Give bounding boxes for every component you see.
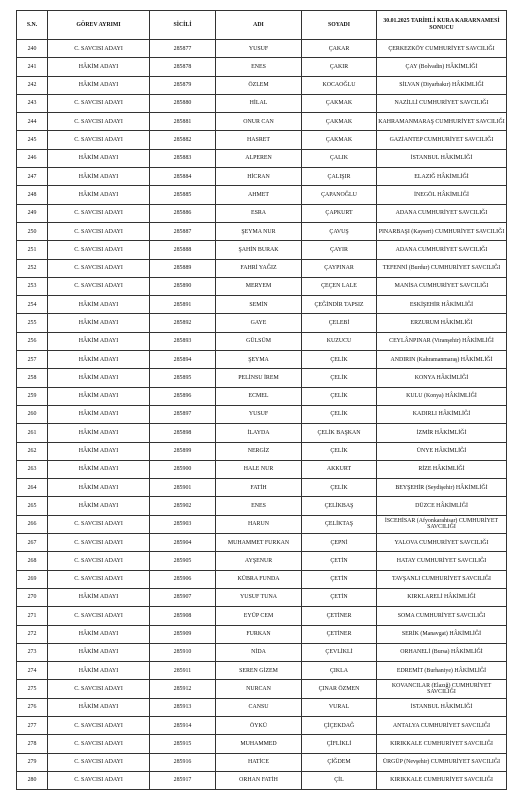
- cell-sicil: 285904: [150, 534, 216, 552]
- cell-sn: 270: [17, 588, 48, 606]
- cell-sicil: 285910: [150, 643, 216, 661]
- cell-soyadi: ÇELİK: [302, 369, 377, 387]
- table-row: [17, 424, 507, 442]
- cell-sicil: 285882: [150, 131, 216, 149]
- cell-sicil: 285878: [150, 58, 216, 76]
- cell-adi: ENES: [216, 58, 302, 76]
- cell-soyadi: KUZUCU: [302, 332, 377, 350]
- cell-soyadi: AKKURT: [302, 460, 377, 478]
- cell-adi: HASRET: [216, 131, 302, 149]
- cell-adi: NİDA: [216, 643, 302, 661]
- cell-gorev: HÂKİM ADAYI: [48, 351, 150, 369]
- cell-sicil: 285886: [150, 204, 216, 222]
- cell-soyadi: ÇİL: [302, 771, 377, 789]
- cell-sn: 279: [17, 753, 48, 771]
- table-row: [17, 149, 507, 167]
- cell-gorev: HÂKİM ADAYI: [48, 387, 150, 405]
- cell-sonuc: İSTANBUL HÂKİMLİĞİ: [377, 698, 507, 716]
- cell-adi: MERYEM: [216, 277, 302, 295]
- cell-soyadi: KOCAOĞLU: [302, 76, 377, 94]
- cell-sicil: 285903: [150, 515, 216, 533]
- cell-sn: 275: [17, 680, 48, 698]
- cell-adi: YUSUF: [216, 405, 302, 423]
- table-header-row: [17, 11, 507, 40]
- table-row: [17, 113, 507, 131]
- cell-adi: HİCRAN: [216, 168, 302, 186]
- cell-adi: ÖYKÜ: [216, 716, 302, 734]
- cell-soyadi: ÇALIK: [302, 149, 377, 167]
- cell-sn: 278: [17, 735, 48, 753]
- cell-sicil: 285912: [150, 680, 216, 698]
- cell-gorev: HÂKİM ADAYI: [48, 296, 150, 314]
- cell-sicil: 285907: [150, 588, 216, 606]
- cell-gorev: HÂKİM ADAYI: [48, 698, 150, 716]
- cell-sn: 276: [17, 698, 48, 716]
- cell-sn: 242: [17, 76, 48, 94]
- cell-sn: 258: [17, 369, 48, 387]
- cell-sicil: 285901: [150, 479, 216, 497]
- cell-sonuc: KADIRLI HÂKİMLİĞİ: [377, 405, 507, 423]
- cell-adi: MUHAMMED: [216, 735, 302, 753]
- cell-sicil: 285881: [150, 113, 216, 131]
- cell-adi: HALE NUR: [216, 460, 302, 478]
- cell-gorev: C. SAVCISI ADAYI: [48, 570, 150, 588]
- cell-sonuc: YALOVA CUMHURİYET SAVCILIĞI: [377, 534, 507, 552]
- cell-sn: 277: [17, 716, 48, 734]
- cell-sn: 244: [17, 113, 48, 131]
- cell-sonuc: İSTANBUL HÂKİMLİĞİ: [377, 149, 507, 167]
- cell-sonuc: PINARBAŞI (Kayseri) CUMHURİYET SAVCILIĞI: [377, 222, 507, 240]
- table-row: [17, 570, 507, 588]
- cell-sonuc: KULU (Konya) HÂKİMLİĞİ: [377, 387, 507, 405]
- cell-sicil: 285906: [150, 570, 216, 588]
- cell-sicil: 285905: [150, 552, 216, 570]
- cell-sn: 252: [17, 259, 48, 277]
- cell-adi: ORHAN FATİH: [216, 771, 302, 789]
- cell-sonuc: ADANA CUMHURİYET SAVCILIĞI: [377, 241, 507, 259]
- cell-sn: 257: [17, 351, 48, 369]
- cell-adi: CANSU: [216, 698, 302, 716]
- cell-sonuc: SOMA CUMHURİYET SAVCILIĞI: [377, 607, 507, 625]
- cell-sonuc: CEYLÂNPINAR (Viranşehir) HÂKİMLİĞİ: [377, 332, 507, 350]
- cell-sonuc: ANDIRIN (Kahramanmaraş) HÂKİMLİĞİ: [377, 351, 507, 369]
- cell-sn: 272: [17, 625, 48, 643]
- table-row: [17, 771, 507, 789]
- cell-sicil: 285891: [150, 296, 216, 314]
- cell-adi: AHMET: [216, 186, 302, 204]
- cell-adi: FATİH: [216, 479, 302, 497]
- cell-sicil: 285883: [150, 149, 216, 167]
- cell-gorev: HÂKİM ADAYI: [48, 168, 150, 186]
- cell-adi: SEMİN: [216, 296, 302, 314]
- cell-sn: 254: [17, 296, 48, 314]
- cell-soyadi: ÇELİK: [302, 479, 377, 497]
- cell-gorev: HÂKİM ADAYI: [48, 643, 150, 661]
- cell-adi: NURCAN: [216, 680, 302, 698]
- cell-gorev: HÂKİM ADAYI: [48, 588, 150, 606]
- cell-gorev: C. SAVCISI ADAYI: [48, 771, 150, 789]
- cell-sn: 245: [17, 131, 48, 149]
- cell-sonuc: GAZİANTEP CUMHURİYET SAVCILIĞI: [377, 131, 507, 149]
- cell-adi: ŞEYMA: [216, 351, 302, 369]
- header-adi: ADI: [216, 11, 302, 40]
- header-sicil: SİCİLİ: [150, 11, 216, 40]
- cell-soyadi: ÇELİK: [302, 405, 377, 423]
- cell-sn: 251: [17, 241, 48, 259]
- cell-sn: 263: [17, 460, 48, 478]
- cell-adi: GÜLSÜM: [216, 332, 302, 350]
- table-row: [17, 680, 507, 698]
- cell-soyadi: ÇİĞDEM: [302, 753, 377, 771]
- cell-sonuc: NAZİLLİ CUMHURİYET SAVCILIĞI: [377, 94, 507, 112]
- table-row: [17, 332, 507, 350]
- cell-soyadi: ÇAKAR: [302, 40, 377, 58]
- cell-adi: ALPEREN: [216, 149, 302, 167]
- cell-sicil: 285908: [150, 607, 216, 625]
- cell-sn: 268: [17, 552, 48, 570]
- cell-sonuc: KAHRAMANMARAŞ CUMHURİYET SAVCILIĞI: [377, 113, 507, 131]
- cell-gorev: HÂKİM ADAYI: [48, 332, 150, 350]
- table-row: [17, 643, 507, 661]
- cell-sonuc: İZMİR HÂKİMLİĞİ: [377, 424, 507, 442]
- table-row: [17, 534, 507, 552]
- cell-sn: 250: [17, 222, 48, 240]
- header-sn: S.N.: [17, 11, 48, 40]
- cell-sicil: 285880: [150, 94, 216, 112]
- table-body: [17, 40, 507, 790]
- cell-sonuc: BEYŞEHİR (Seydişehir) HÂKİMLİĞİ: [377, 479, 507, 497]
- cell-sonuc: SİLVAN (Diyarbakır) HÂKİMLİĞİ: [377, 76, 507, 94]
- cell-sicil: 285917: [150, 771, 216, 789]
- cell-soyadi: ÇAPANOĞLU: [302, 186, 377, 204]
- cell-soyadi: ÇAKMAK: [302, 94, 377, 112]
- cell-soyadi: ÇELİK: [302, 387, 377, 405]
- cell-adi: YUSUF TUNA: [216, 588, 302, 606]
- cell-sn: 255: [17, 314, 48, 332]
- cell-soyadi: ÇELİKBAŞ: [302, 497, 377, 515]
- cell-adi: FAHRİ YAĞIZ: [216, 259, 302, 277]
- cell-adi: NERGİZ: [216, 442, 302, 460]
- cell-gorev: C. SAVCISI ADAYI: [48, 204, 150, 222]
- cell-gorev: HÂKİM ADAYI: [48, 76, 150, 94]
- table-row: [17, 186, 507, 204]
- cell-sonuc: TEFENNİ (Burdur) CUMHURİYET SAVCILIĞI: [377, 259, 507, 277]
- cell-gorev: C. SAVCISI ADAYI: [48, 131, 150, 149]
- cell-sicil: 285885: [150, 186, 216, 204]
- cell-sonuc: MANİSA CUMHURİYET SAVCILIĞI: [377, 277, 507, 295]
- cell-gorev: C. SAVCISI ADAYI: [48, 40, 150, 58]
- cell-sn: 280: [17, 771, 48, 789]
- table-row: [17, 314, 507, 332]
- cell-sonuc: ADANA CUMHURİYET SAVCILIĞI: [377, 204, 507, 222]
- table-row: [17, 259, 507, 277]
- cell-sn: 265: [17, 497, 48, 515]
- header-soyadi: SOYADI: [302, 11, 377, 40]
- cell-sicil: 285892: [150, 314, 216, 332]
- cell-soyadi: ÇAYIR: [302, 241, 377, 259]
- table-row: [17, 497, 507, 515]
- cell-soyadi: VURAL: [302, 698, 377, 716]
- cell-gorev: HÂKİM ADAYI: [48, 497, 150, 515]
- cell-sonuc: SERİK (Manavgat) HÂKİMLİĞİ: [377, 625, 507, 643]
- cell-sn: 256: [17, 332, 48, 350]
- cell-sicil: 285879: [150, 76, 216, 94]
- cell-gorev: C. SAVCISI ADAYI: [48, 753, 150, 771]
- table-row: [17, 168, 507, 186]
- cell-soyadi: ÇETİNER: [302, 625, 377, 643]
- cell-soyadi: ÇAYPINAR: [302, 259, 377, 277]
- table-row: [17, 552, 507, 570]
- table-row: [17, 40, 507, 58]
- header-gorev: GÖREV AYRIMI: [48, 11, 150, 40]
- cell-gorev: HÂKİM ADAYI: [48, 460, 150, 478]
- cell-adi: HİLAL: [216, 94, 302, 112]
- cell-sicil: 285913: [150, 698, 216, 716]
- cell-soyadi: ÇAPKURT: [302, 204, 377, 222]
- cell-gorev: HÂKİM ADAYI: [48, 479, 150, 497]
- table-row: [17, 296, 507, 314]
- cell-gorev: HÂKİM ADAYI: [48, 149, 150, 167]
- table-row: [17, 662, 507, 680]
- cell-soyadi: ÇAVUŞ: [302, 222, 377, 240]
- cell-sonuc: ANTALYA CUMHURİYET SAVCILIĞI: [377, 716, 507, 734]
- cell-gorev: HÂKİM ADAYI: [48, 442, 150, 460]
- cell-sicil: 285895: [150, 369, 216, 387]
- cell-sicil: 285894: [150, 351, 216, 369]
- cell-soyadi: ÇEVLİKLİ: [302, 643, 377, 661]
- cell-sn: 266: [17, 515, 48, 533]
- cell-sn: 241: [17, 58, 48, 76]
- cell-adi: MUHAMMET FURKAN: [216, 534, 302, 552]
- cell-sicil: 285900: [150, 460, 216, 478]
- cell-sn: 243: [17, 94, 48, 112]
- cell-sn: 240: [17, 40, 48, 58]
- cell-sonuc: İSCEHİSAR (Afyonkarahisar) CUMHURİYET SAVCILIĞI: [377, 515, 507, 533]
- table-row: [17, 753, 507, 771]
- cell-adi: GAYE: [216, 314, 302, 332]
- cell-gorev: HÂKİM ADAYI: [48, 186, 150, 204]
- table-row: [17, 405, 507, 423]
- cell-sn: 246: [17, 149, 48, 167]
- cell-gorev: C. SAVCISI ADAYI: [48, 680, 150, 698]
- header-sonuc: 30.01.2025 TARİHLİ KURA KARARNAMESİ SONUCU: [377, 11, 507, 40]
- cell-adi: HARUN: [216, 515, 302, 533]
- cell-adi: ŞAHİN BURAK: [216, 241, 302, 259]
- cell-soyadi: ÇELİK: [302, 442, 377, 460]
- kura-result-table: [16, 10, 507, 790]
- cell-sonuc: KIRKLARELİ HÂKİMLİĞİ: [377, 588, 507, 606]
- cell-sn: 269: [17, 570, 48, 588]
- cell-sicil: 285890: [150, 277, 216, 295]
- cell-gorev: HÂKİM ADAYI: [48, 369, 150, 387]
- cell-soyadi: ÇAKMAK: [302, 131, 377, 149]
- cell-sicil: 285911: [150, 662, 216, 680]
- cell-soyadi: ÇETİNER: [302, 607, 377, 625]
- cell-soyadi: ÇELİK BAŞKAN: [302, 424, 377, 442]
- cell-gorev: HÂKİM ADAYI: [48, 662, 150, 680]
- cell-sonuc: ÇERKEZKÖY CUMHURİYET SAVCILIĞI: [377, 40, 507, 58]
- cell-gorev: C. SAVCISI ADAYI: [48, 515, 150, 533]
- cell-gorev: C. SAVCISI ADAYI: [48, 716, 150, 734]
- cell-sn: 260: [17, 405, 48, 423]
- cell-sicil: 285897: [150, 405, 216, 423]
- table-row: [17, 735, 507, 753]
- table-row: [17, 351, 507, 369]
- cell-adi: YUSUF: [216, 40, 302, 58]
- cell-gorev: C. SAVCISI ADAYI: [48, 534, 150, 552]
- table-row: [17, 369, 507, 387]
- cell-sicil: 285884: [150, 168, 216, 186]
- table-row: [17, 515, 507, 533]
- cell-sn: 262: [17, 442, 48, 460]
- table-row: [17, 241, 507, 259]
- cell-soyadi: ÇALIŞIR: [302, 168, 377, 186]
- cell-adi: ŞEYMA NUR: [216, 222, 302, 240]
- cell-soyadi: ÇETİN: [302, 588, 377, 606]
- cell-soyadi: ÇELİKTAŞ: [302, 515, 377, 533]
- cell-soyadi: ÇETİN: [302, 552, 377, 570]
- cell-soyadi: ÇETİN: [302, 570, 377, 588]
- cell-adi: ONUR CAN: [216, 113, 302, 131]
- cell-sonuc: RİZE HÂKİMLİĞİ: [377, 460, 507, 478]
- cell-sicil: 285887: [150, 222, 216, 240]
- table-row: [17, 204, 507, 222]
- cell-adi: ÖZLEM: [216, 76, 302, 94]
- cell-sn: 253: [17, 277, 48, 295]
- table-row: [17, 442, 507, 460]
- cell-soyadi: ÇEĞİNDİR TAPSIZ: [302, 296, 377, 314]
- cell-gorev: HÂKİM ADAYI: [48, 625, 150, 643]
- cell-sn: 264: [17, 479, 48, 497]
- cell-sicil: 285902: [150, 497, 216, 515]
- table-row: [17, 387, 507, 405]
- cell-sonuc: ÇAY (Bolvadin) HÂKİMLİĞİ: [377, 58, 507, 76]
- table-row: [17, 222, 507, 240]
- cell-soyadi: ÇIKLA: [302, 662, 377, 680]
- cell-gorev: C. SAVCISI ADAYI: [48, 113, 150, 131]
- cell-adi: İLAYDA: [216, 424, 302, 442]
- table-row: [17, 58, 507, 76]
- cell-gorev: C. SAVCISI ADAYI: [48, 259, 150, 277]
- cell-gorev: C. SAVCISI ADAYI: [48, 552, 150, 570]
- cell-sn: 267: [17, 534, 48, 552]
- table-row: [17, 76, 507, 94]
- cell-sicil: 285916: [150, 753, 216, 771]
- cell-adi: AYŞENUR: [216, 552, 302, 570]
- cell-sicil: 285899: [150, 442, 216, 460]
- table-row: [17, 277, 507, 295]
- cell-sn: 259: [17, 387, 48, 405]
- cell-sonuc: ELAZIĞ HÂKİMLİĞİ: [377, 168, 507, 186]
- cell-sonuc: KOVANCILAR (Elazığ) CUMHURİYET SAVCILIĞI: [377, 680, 507, 698]
- cell-sicil: 285888: [150, 241, 216, 259]
- table-row: [17, 94, 507, 112]
- cell-sonuc: ORHANELİ (Bursa) HÂKİMLİĞİ: [377, 643, 507, 661]
- cell-sicil: 285893: [150, 332, 216, 350]
- cell-gorev: C. SAVCISI ADAYI: [48, 241, 150, 259]
- cell-soyadi: ÇELİK: [302, 351, 377, 369]
- cell-soyadi: ÇELEBİ: [302, 314, 377, 332]
- cell-sonuc: ÜRGÜP (Nevşehir) CUMHURİYET SAVCILIĞI: [377, 753, 507, 771]
- cell-sn: 248: [17, 186, 48, 204]
- cell-sicil: 285915: [150, 735, 216, 753]
- cell-adi: HATİCE: [216, 753, 302, 771]
- table-row: [17, 625, 507, 643]
- cell-sonuc: ERZURUM HÂKİMLİĞİ: [377, 314, 507, 332]
- cell-adi: SEREN GİZEM: [216, 662, 302, 680]
- cell-adi: PELİNSU İREM: [216, 369, 302, 387]
- table-row: [17, 607, 507, 625]
- table-row: [17, 479, 507, 497]
- cell-soyadi: ÇEPNİ: [302, 534, 377, 552]
- cell-sonuc: İNEGÖL HÂKİMLİĞİ: [377, 186, 507, 204]
- cell-gorev: HÂKİM ADAYI: [48, 405, 150, 423]
- cell-sonuc: DÜZCE HÂKİMLİĞİ: [377, 497, 507, 515]
- table-row: [17, 131, 507, 149]
- cell-adi: ESRA: [216, 204, 302, 222]
- cell-sonuc: EDREMİT (Burhaniye) HÂKİMLİĞİ: [377, 662, 507, 680]
- cell-gorev: C. SAVCISI ADAYI: [48, 277, 150, 295]
- cell-sn: 261: [17, 424, 48, 442]
- cell-sicil: 285889: [150, 259, 216, 277]
- cell-soyadi: ÇEÇEN LALE: [302, 277, 377, 295]
- cell-gorev: C. SAVCISI ADAYI: [48, 607, 150, 625]
- cell-sn: 247: [17, 168, 48, 186]
- cell-soyadi: ÇİFLİKLİ: [302, 735, 377, 753]
- cell-sicil: 285896: [150, 387, 216, 405]
- cell-soyadi: ÇINAR ÖZMEN: [302, 680, 377, 698]
- table-row: [17, 460, 507, 478]
- cell-gorev: HÂKİM ADAYI: [48, 314, 150, 332]
- table-row: [17, 588, 507, 606]
- cell-sonuc: HATAY CUMHURİYET SAVCILIĞI: [377, 552, 507, 570]
- cell-gorev: C. SAVCISI ADAYI: [48, 735, 150, 753]
- cell-gorev: C. SAVCISI ADAYI: [48, 222, 150, 240]
- cell-adi: ECMEL: [216, 387, 302, 405]
- cell-gorev: HÂKİM ADAYI: [48, 58, 150, 76]
- cell-sonuc: KONYA HÂKİMLİĞİ: [377, 369, 507, 387]
- cell-sonuc: KIRIKKALE CUMHURİYET SAVCILIĞI: [377, 771, 507, 789]
- cell-sonuc: KIRIKKALE CUMHURİYET SAVCILIĞI: [377, 735, 507, 753]
- cell-sicil: 285898: [150, 424, 216, 442]
- cell-gorev: C. SAVCISI ADAYI: [48, 94, 150, 112]
- table-row: [17, 716, 507, 734]
- document-page: [16, 10, 506, 790]
- cell-adi: ENES: [216, 497, 302, 515]
- cell-sn: 249: [17, 204, 48, 222]
- cell-gorev: HÂKİM ADAYI: [48, 424, 150, 442]
- cell-sicil: 285877: [150, 40, 216, 58]
- cell-sicil: 285909: [150, 625, 216, 643]
- cell-soyadi: ÇAKIR: [302, 58, 377, 76]
- cell-adi: KÜBRA FUNDA: [216, 570, 302, 588]
- table-row: [17, 698, 507, 716]
- cell-sn: 273: [17, 643, 48, 661]
- cell-sn: 274: [17, 662, 48, 680]
- cell-sonuc: ÜNYE HÂKİMLİĞİ: [377, 442, 507, 460]
- cell-sn: 271: [17, 607, 48, 625]
- cell-sicil: 285914: [150, 716, 216, 734]
- cell-sonuc: ESKİŞEHİR HÂKİMLİĞİ: [377, 296, 507, 314]
- cell-adi: EYÜP CEM: [216, 607, 302, 625]
- cell-sonuc: TAVŞANLI CUMHURİYET SAVCILIĞI: [377, 570, 507, 588]
- cell-soyadi: ÇİÇEKDAĞ: [302, 716, 377, 734]
- cell-adi: FURKAN: [216, 625, 302, 643]
- cell-soyadi: ÇAKMAK: [302, 113, 377, 131]
